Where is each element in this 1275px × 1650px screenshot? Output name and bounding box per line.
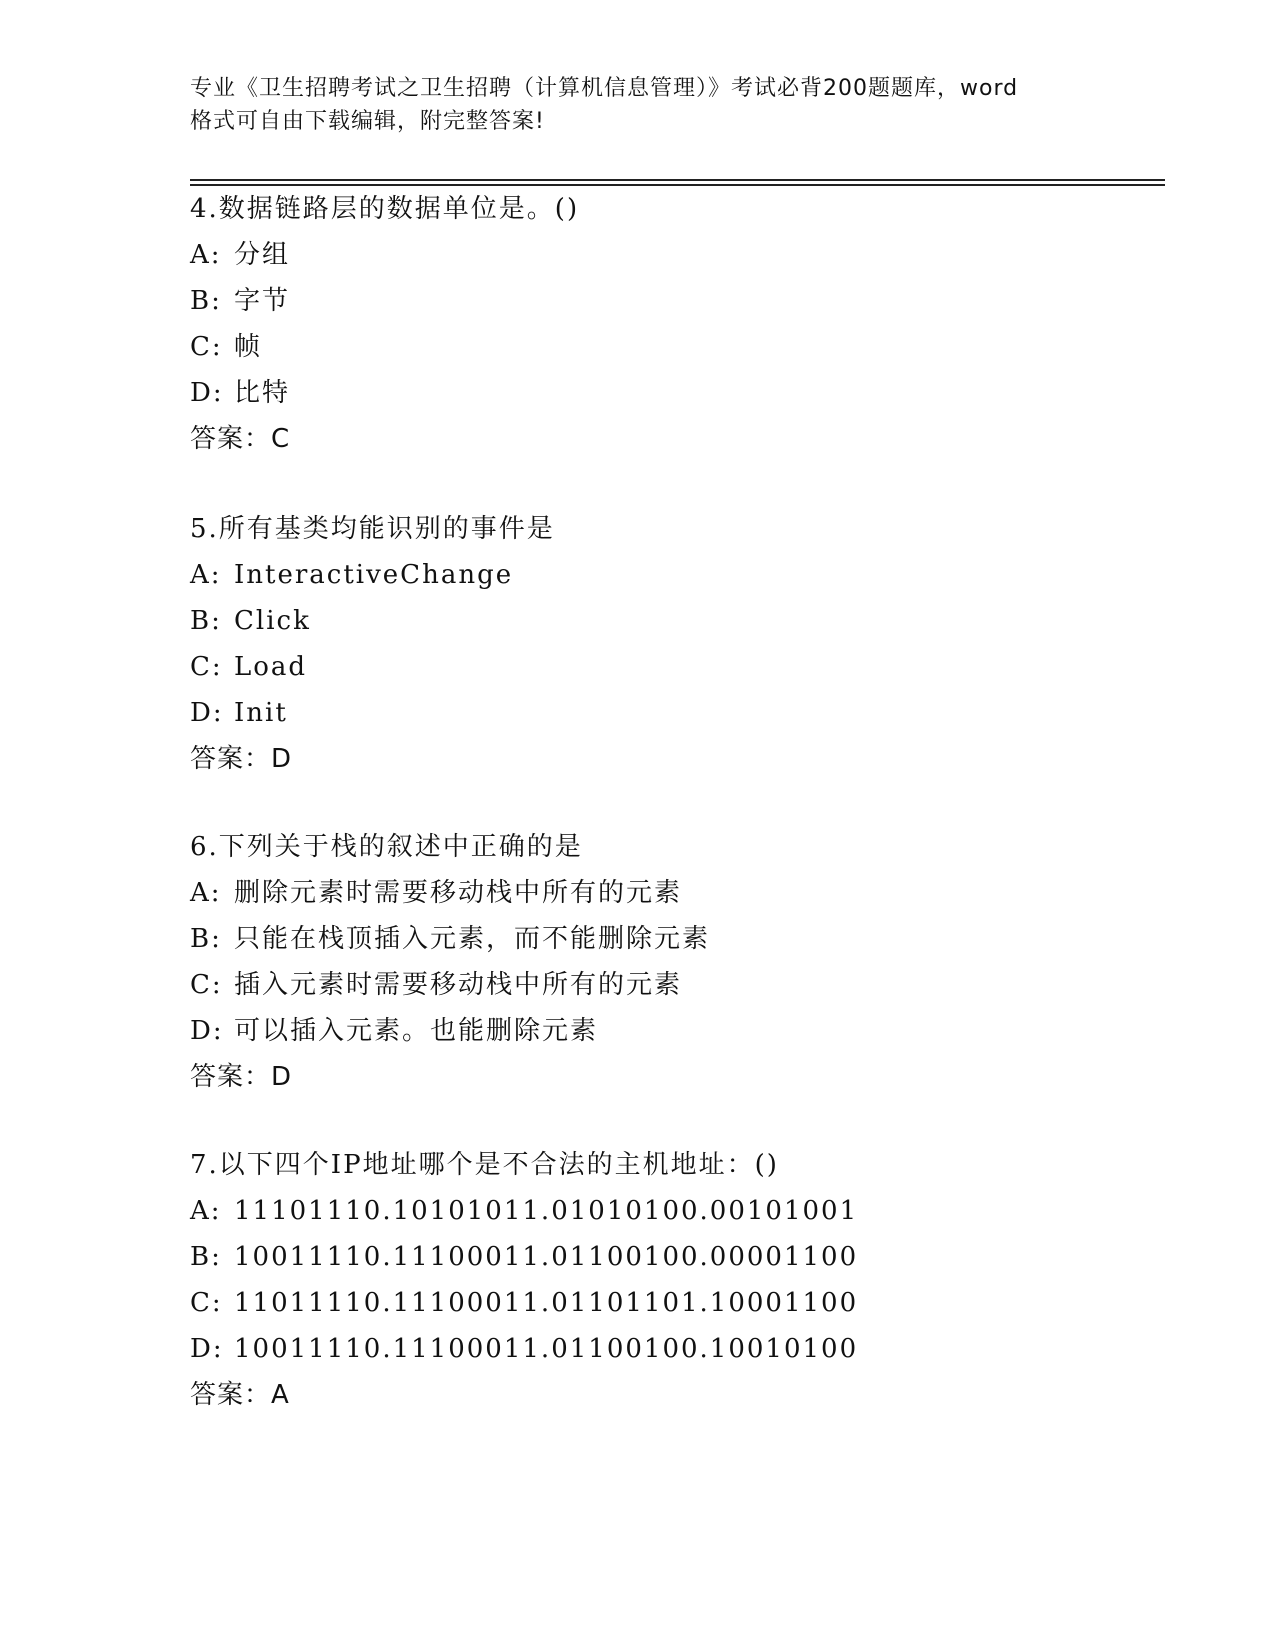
option-text: 只能在栈顶插入元素，而不能删除元素 <box>234 924 711 954</box>
option-text: 11101110.10101011.01010100.00101001 <box>234 1196 859 1226</box>
question-block <box>190 506 1170 782</box>
option-text: Click <box>234 606 311 636</box>
option-letter: D: <box>190 1334 224 1364</box>
option-text: 10011110.11100011.01100100.10010100 <box>234 1334 859 1364</box>
answer-line <box>190 416 1170 462</box>
option-c <box>190 324 1170 370</box>
option-text: 10011110.11100011.01100100.00001100 <box>234 1242 859 1272</box>
answer-label: 答案： <box>190 1062 272 1092</box>
option-b <box>190 598 1170 644</box>
header-line-1: 专业《卫生招聘考试之卫生招聘（计算机信息管理）》考试必背200题题库，word <box>190 76 1019 101</box>
option-letter: B: <box>190 1242 222 1272</box>
option-c <box>190 962 1170 1008</box>
answer-value: C <box>271 424 291 454</box>
header-line-2: 格式可自由下载编辑，附完整答案! <box>190 109 545 134</box>
option-c <box>190 644 1170 690</box>
option-d <box>190 1008 1170 1054</box>
option-a <box>190 1188 1170 1234</box>
option-text: 可以插入元素。也能删除元素 <box>234 1016 599 1046</box>
question-block <box>190 1142 1170 1418</box>
option-d <box>190 370 1170 416</box>
option-text: Load <box>234 652 308 682</box>
option-letter: A: <box>190 560 222 590</box>
option-b <box>190 278 1170 324</box>
question-block <box>190 186 1170 462</box>
option-text: 帧 <box>234 332 263 362</box>
answer-value: D <box>271 1062 293 1092</box>
option-letter: D: <box>190 378 224 408</box>
option-text: 字节 <box>234 286 291 316</box>
question-title: 4.数据链路层的数据单位是。() <box>190 194 580 224</box>
option-text: 删除元素时需要移动栈中所有的元素 <box>234 878 683 908</box>
header-divider-top <box>190 179 1165 181</box>
question-title: 6.下列关于栈的叙述中正确的是 <box>190 832 583 862</box>
option-text: 插入元素时需要移动栈中所有的元素 <box>234 970 683 1000</box>
option-text: InteractiveChange <box>234 560 514 590</box>
answer-label: 答案： <box>190 744 272 774</box>
option-letter: D: <box>190 698 224 728</box>
option-text: 比特 <box>234 378 291 408</box>
option-letter: C: <box>190 332 223 362</box>
option-letter: B: <box>190 606 222 636</box>
option-letter: A: <box>190 240 222 270</box>
option-d <box>190 690 1170 736</box>
option-text: 11011110.11100011.01101101.10001100 <box>234 1288 859 1318</box>
answer-value: D <box>271 744 293 774</box>
option-b <box>190 1234 1170 1280</box>
answer-value: A <box>271 1380 290 1410</box>
option-letter: B: <box>190 924 222 954</box>
answer-line <box>190 1372 1170 1418</box>
option-letter: C: <box>190 652 223 682</box>
option-letter: B: <box>190 286 222 316</box>
document-header <box>190 72 1090 138</box>
option-text: Init <box>234 698 288 728</box>
option-a <box>190 552 1170 598</box>
option-c <box>190 1280 1170 1326</box>
option-a <box>190 232 1170 278</box>
option-letter: A: <box>190 1196 222 1226</box>
question-block <box>190 824 1170 1100</box>
option-letter: D: <box>190 1016 224 1046</box>
answer-label: 答案： <box>190 1380 272 1410</box>
option-letter: A: <box>190 878 222 908</box>
option-d <box>190 1326 1170 1372</box>
option-text: 分组 <box>234 240 291 270</box>
answer-line <box>190 736 1170 782</box>
answer-line <box>190 1054 1170 1100</box>
option-b <box>190 916 1170 962</box>
option-letter: C: <box>190 1288 223 1318</box>
question-title: 7.以下四个IP地址哪个是不合法的主机地址：() <box>190 1150 779 1180</box>
answer-label: 答案： <box>190 424 272 454</box>
option-a <box>190 870 1170 916</box>
question-title: 5.所有基类均能识别的事件是 <box>190 514 555 544</box>
option-letter: C: <box>190 970 223 1000</box>
